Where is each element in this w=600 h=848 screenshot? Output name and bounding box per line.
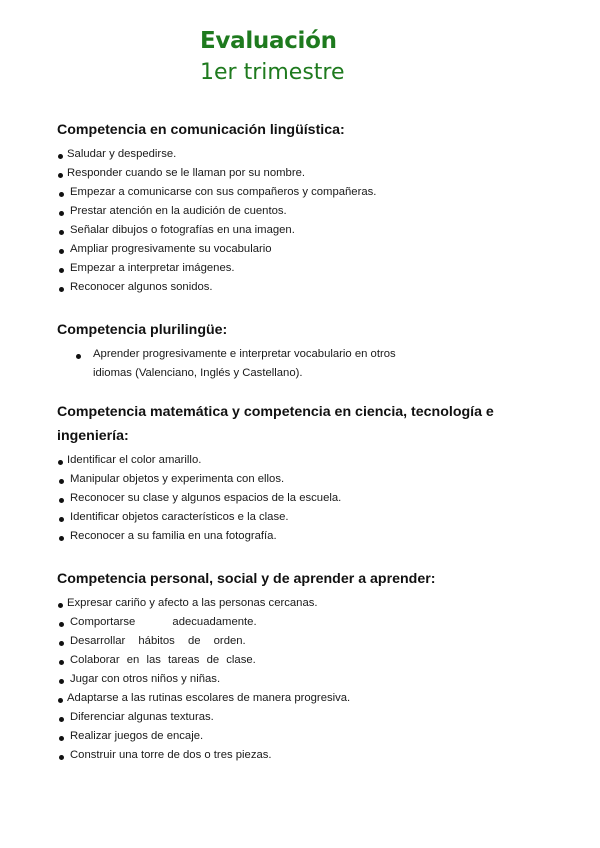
list-item: Saludar y despedirse. (57, 145, 527, 164)
list-item: Responder cuando se le llaman por su nombre. (57, 164, 527, 183)
list-item: Identificar objetos característicos e la clase. (57, 508, 527, 527)
bullet-icon (59, 268, 64, 273)
list-item: Prestar atención en la audición de cuentos. (57, 202, 527, 221)
bullet-icon (58, 460, 63, 465)
list-item: Expresar cariño y afecto a las personas cercanas. (57, 594, 527, 613)
section-plurilingual (57, 318, 527, 383)
bullet-icon (59, 755, 64, 760)
section-math-science (57, 400, 527, 546)
criteria-list (57, 594, 527, 765)
list-item: Reconocer algunos sonidos. (57, 278, 527, 297)
bullet-icon (59, 498, 64, 503)
section-linguistic (57, 118, 527, 297)
list-item: Identificar el color amarillo. (57, 451, 527, 470)
section-personal-social (57, 567, 527, 765)
list-item: Aprender progresivamente e interpretar vocabulario en otros idiomas (Valenciano, Inglés y Castellano). (57, 345, 413, 383)
bullet-icon (59, 622, 64, 627)
section-heading: Competencia en comunicación lingüística: (57, 122, 345, 138)
bullet-icon (59, 717, 64, 722)
page-subtitle: 1er trimestre (200, 60, 345, 85)
list-item: Comportarse adecuadamente. (57, 613, 527, 632)
bullet-icon (59, 660, 64, 665)
bullet-icon (59, 230, 64, 235)
section-heading: Competencia matemática y competencia en ciencia, tecnología e ingeniería: (57, 404, 494, 444)
bullet-icon (59, 641, 64, 646)
list-item: Jugar con otros niños y niñas. (57, 670, 527, 689)
bullet-icon (59, 517, 64, 522)
bullet-icon (58, 603, 63, 608)
bullet-icon (58, 173, 63, 178)
criteria-list (57, 451, 527, 546)
criteria-list (57, 345, 527, 383)
criteria-list (57, 145, 527, 297)
list-item: Señalar dibujos o fotografías en una imagen. (57, 221, 527, 240)
list-item: Reconocer a su familia en una fotografía. (57, 527, 527, 546)
bullet-icon (76, 354, 81, 359)
list-item: Adaptarse a las rutinas escolares de manera progresiva. (57, 689, 527, 708)
bullet-icon (59, 249, 64, 254)
bullet-icon (58, 698, 63, 703)
list-item: Ampliar progresivamente su vocabulario (57, 240, 527, 259)
bullet-icon (58, 154, 63, 159)
bullet-icon (59, 211, 64, 216)
section-heading: Competencia personal, social y de aprender a aprender: (57, 571, 436, 587)
bullet-icon (59, 536, 64, 541)
list-item: Realizar juegos de encaje. (57, 727, 527, 746)
list-item: Empezar a comunicarse con sus compañeros y compañeras. (57, 183, 527, 202)
section-heading: Competencia plurilingüe: (57, 322, 228, 338)
bullet-icon (59, 679, 64, 684)
list-item: Empezar a interpretar imágenes. (57, 259, 527, 278)
bullet-icon (59, 479, 64, 484)
list-item: Desarrollar hábitos de orden. (57, 632, 527, 651)
bullet-icon (59, 736, 64, 741)
list-item: Reconocer su clase y algunos espacios de la escuela. (57, 489, 527, 508)
list-item: Diferenciar algunas texturas. (57, 708, 527, 727)
page-title: Evaluación (200, 28, 337, 54)
list-item: Manipular objetos y experimenta con ellos. (57, 470, 527, 489)
bullet-icon (59, 192, 64, 197)
list-item: Colaborar en las tareas de clase. (57, 651, 527, 670)
list-item: Construir una torre de dos o tres piezas. (57, 746, 527, 765)
bullet-icon (59, 287, 64, 292)
